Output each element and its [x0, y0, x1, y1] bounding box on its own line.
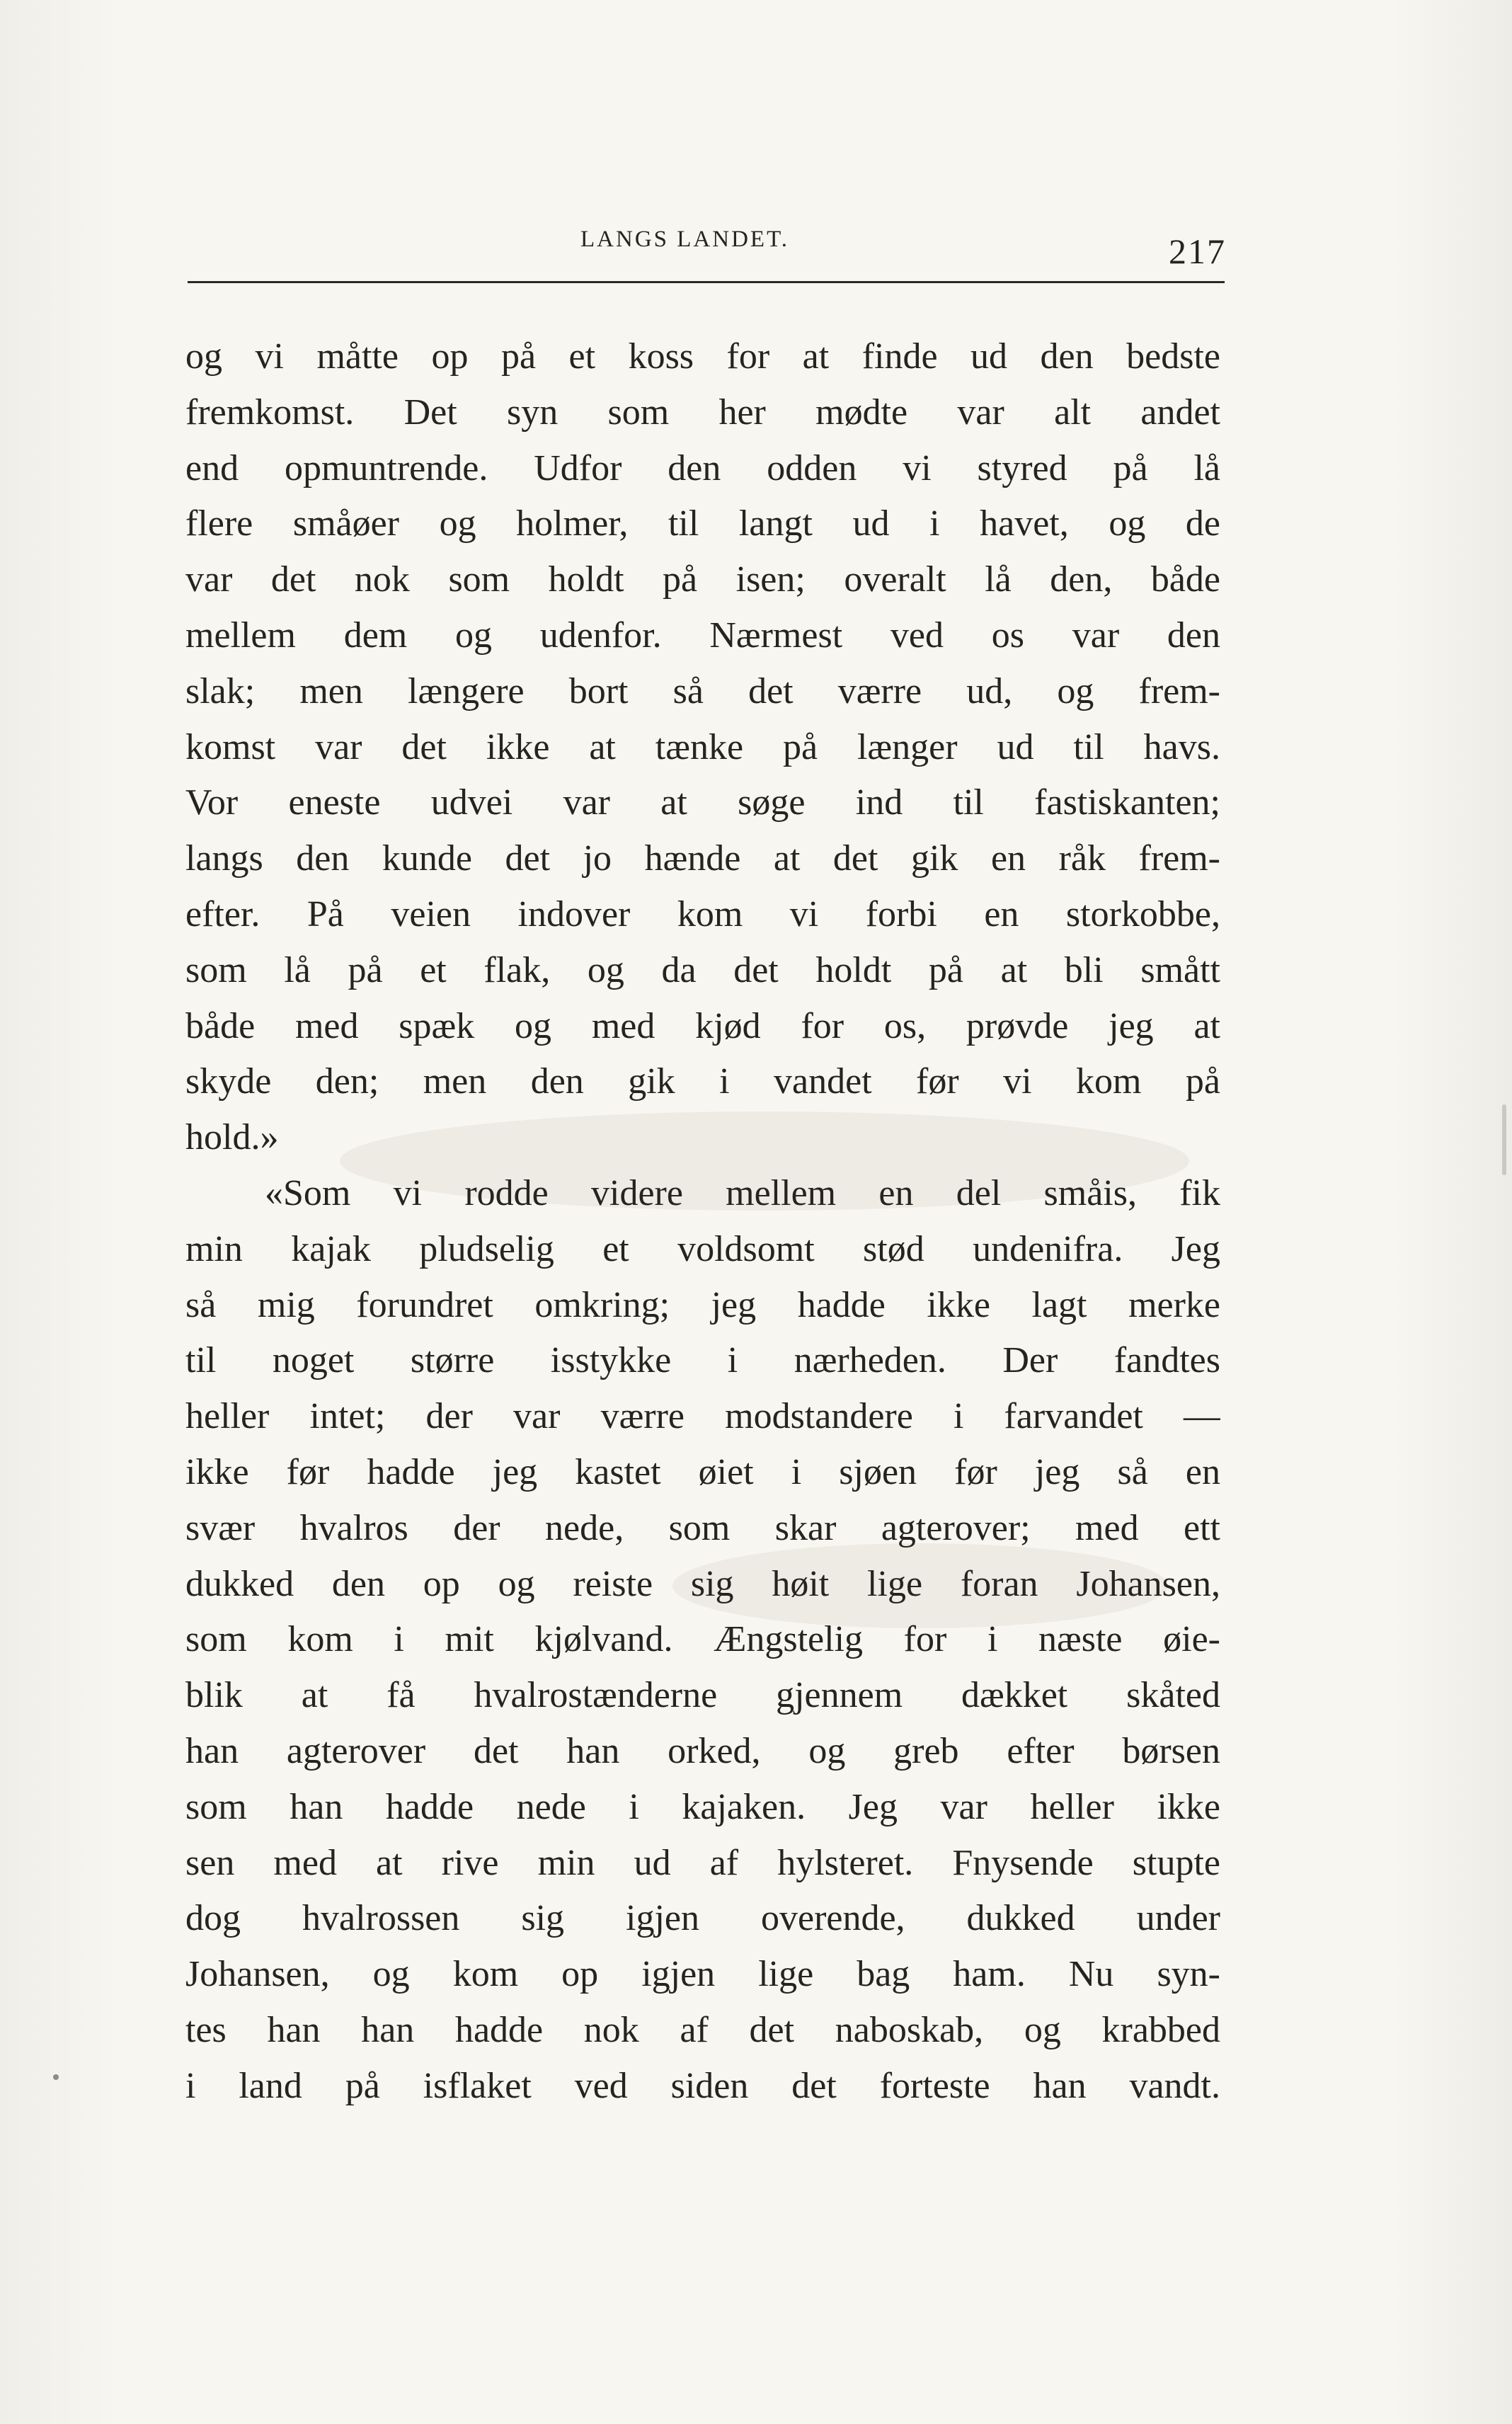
text-line: og vi måtte op på et koss for at finde ud den bedste: [185, 336, 1220, 377]
running-title: LANGS LANDET.: [580, 227, 790, 252]
text-line: fremkomst. Det syn som her mødte var alt andet: [185, 391, 1220, 433]
page-number: 217: [1169, 231, 1226, 271]
text-line: end opmuntrende. Udfor den odden vi styred på lå: [185, 447, 1220, 488]
margin-dot: [53, 2074, 59, 2080]
text-line: min kajak pludselig et voldsomt stød undenifra. Jeg: [185, 1228, 1220, 1269]
text-line: slak; men længere bort så det værre ud, og frem-: [185, 670, 1220, 711]
text-line: Vor eneste udvei var at søge ind til fastiskanten;: [185, 782, 1220, 823]
text-line: som kom i mit kjølvand. Ængstelig for i næste øie-: [185, 1619, 1220, 1660]
text-line: komst var det ikke at tænke på længer ud til havs.: [185, 726, 1220, 767]
body-text: [185, 329, 1220, 2142]
text-line: både med spæk og med kjød for os, prøvde jeg at: [185, 1005, 1220, 1046]
text-line: som lå på et flak, og da det holdt på at bli smått: [185, 949, 1220, 990]
text-line: ikke før hadde jeg kastet øiet i sjøen før jeg så en: [185, 1451, 1220, 1492]
text-line: dog hvalrossen sig igjen overende, dukked under: [185, 1898, 1220, 1939]
text-line: skyde den; men den gik i vandet før vi kom på: [185, 1061, 1220, 1102]
text-line: han agterover det han orked, og greb efter børsen: [185, 1730, 1220, 1771]
text-line: dukked den op og reiste sig høit lige foran Johansen,: [185, 1563, 1220, 1604]
text-line: Johansen, og kom op igjen lige bag ham. Nu syn-: [185, 1954, 1220, 1995]
paragraph-start-line: «Som vi rodde videre mellem en del småis, fik: [265, 1172, 1220, 1213]
header-rule: [188, 281, 1225, 283]
text-line: efter. På veien indover kom vi forbi en storkobbe,: [185, 893, 1220, 934]
text-line: som han hadde nede i kajaken. Jeg var heller ikke: [185, 1786, 1220, 1827]
text-line: mellem dem og udenfor. Nærmest ved os var den: [185, 614, 1220, 656]
text-line: sen med at rive min ud af hylsteret. Fnysende stupte: [185, 1842, 1220, 1883]
text-line: i land på isflaket ved siden det forteste han vandt.: [185, 2065, 1220, 2106]
text-line: var det nok som holdt på isen; overalt lå den, både: [185, 559, 1220, 600]
margin-mark: [1502, 1104, 1506, 1175]
text-line: heller intet; der var værre modstandere i farvandet —: [185, 1396, 1220, 1437]
text-line: blik at få hvalrostænderne gjennem dækket skåted: [185, 1675, 1220, 1716]
text-line: til noget større isstykke i nærheden. Der fandtes: [185, 1340, 1220, 1381]
paragraph-end-line: hold.»: [185, 1117, 279, 1158]
text-line: tes han han hadde nok af det naboskab, og krabbed: [185, 2009, 1220, 2050]
text-line: flere småøer og holmer, til langt ud i havet, og de: [185, 503, 1220, 544]
text-line: langs den kunde det jo hænde at det gik en råk frem-: [185, 838, 1220, 879]
text-line: svær hvalros der nede, som skar agterover; med ett: [185, 1507, 1220, 1548]
text-line: så mig forundret omkring; jeg hadde ikke lagt merke: [185, 1284, 1220, 1325]
